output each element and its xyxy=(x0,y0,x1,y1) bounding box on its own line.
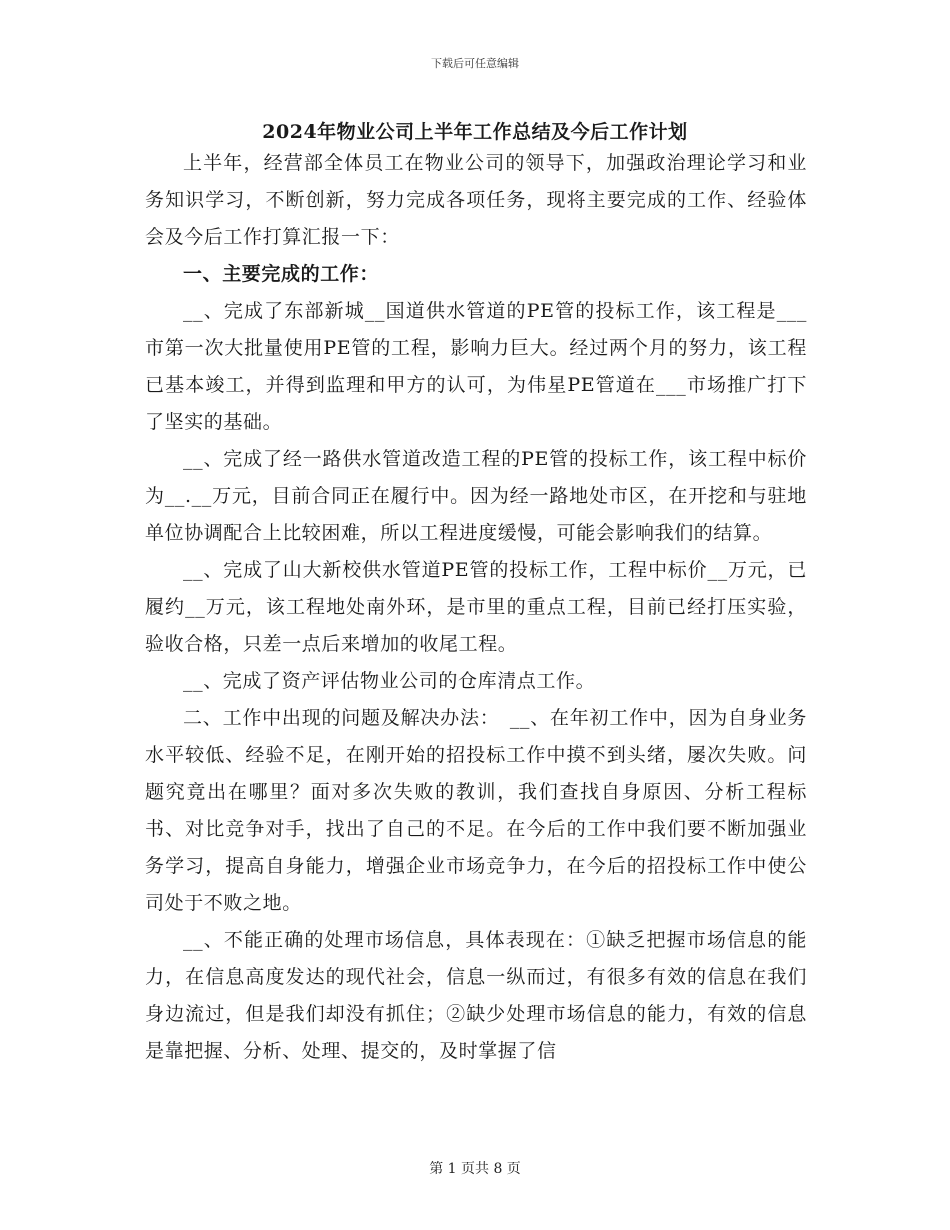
work-item-paragraph: __、完成了资产评估物业公司的仓库清点工作。 xyxy=(183,670,596,692)
section-heading-main-work: 一、主要完成的工作： xyxy=(183,263,380,285)
document-title: 2024年物业公司上半年工作总结及今后工作计划 xyxy=(262,121,688,143)
problems-paragraph: __、不能正确的处理市场信息，具体表现在：①缺乏把握市场信息的能力，在信息高度发达的现代社会，信息一纵而过，有很多有效的信息在我们身边流过，但是我们却没有抓住；②缺少处理市场信息的能力，有效的信息是靠把握、分析、处理、提交的，及时掌握了信 xyxy=(145,929,807,1062)
page-number-footer: 第 1 页共 8 页 xyxy=(429,1161,521,1177)
page-header-note: 下载后可任意编辑 xyxy=(431,57,519,70)
work-item-paragraph: __、完成了东部新城__国道供水管道的PE管的投标工作，该工程是___市第一次大批量使用PE管的工程，影响力巨大。经过两个月的努力，该工程已基本竣工，并得到监理和甲方的认可，为伟星PE管道在___市场推广打下了坚实的基础。 xyxy=(145,300,807,433)
work-item-paragraph: __、完成了经一路供水管道改造工程的PE管的投标工作，该工程中标价为__.__万元，目前合同正在履行中。因为经一路地处市区，在开挖和与驻地单位协调配合上比较困难，所以工程进度缓慢，可能会影响我们的结算。 xyxy=(145,448,807,544)
document-body xyxy=(145,145,807,1070)
problems-paragraph: 二、工作中出现的问题及解决办法： __、在年初工作中，因为自身业务水平较低、经验不足，在刚开始的招投标工作中摸不到头绪，屡次失败。问题究竟出在哪里？面对多次失败的教训，我们查找自身原因、分析工程标书、对比竞争对手，找出了自己的不足。在今后的工作中我们要不断加强业务学习，提高自身能力，增强企业市场竞争力，在今后的招投标工作中使公司处于不败之地。 xyxy=(145,707,807,914)
intro-paragraph: 上半年，经营部全体员工在物业公司的领导下，加强政治理论学习和业务知识学习，不断创新，努力完成各项任务，现将主要完成的工作、经验体会及今后工作打算汇报一下： xyxy=(145,152,807,248)
work-item-paragraph: __、完成了山大新校供水管道PE管的投标工作，工程中标价__万元，已履约__万元，该工程地处南外环，是市里的重点工程，目前已经打压实验，验收合格，只差一点后来增加的收尾工程。 xyxy=(145,559,807,655)
